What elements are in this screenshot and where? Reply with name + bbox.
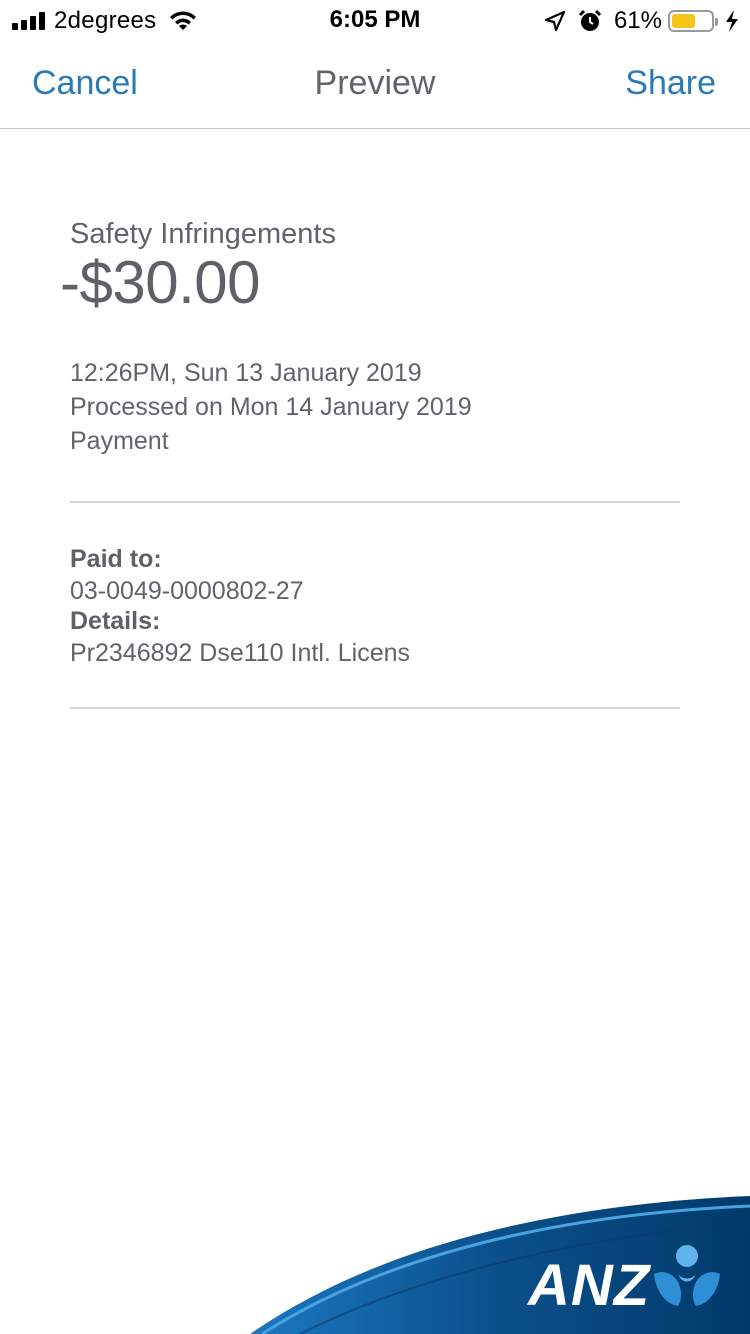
anz-logo-icon	[652, 1244, 722, 1308]
battery-percent: 61%	[613, 7, 662, 34]
battery-cap	[715, 18, 718, 26]
anz-logo-text: ANZ	[528, 1253, 651, 1318]
divider	[70, 707, 680, 709]
paid-to-label: Paid to:	[70, 545, 162, 573]
payee-name: Safety Infringements	[70, 218, 336, 250]
status-right	[544, 7, 740, 35]
divider	[70, 501, 680, 503]
details-value: Pr2346892 Dse110 Intl. Licens	[70, 639, 411, 667]
battery-icon	[668, 10, 714, 32]
battery-fill	[672, 14, 695, 28]
processed-date: Processed on Mon 14 January 2019	[70, 393, 472, 421]
transaction-datetime: 12:26PM, Sun 13 January 2019	[70, 359, 422, 387]
carrier-name: 2degrees	[54, 7, 157, 34]
alarm-icon	[576, 9, 604, 33]
charging-icon	[724, 9, 740, 33]
cancel-button[interactable]: Cancel	[32, 64, 138, 102]
paid-to-account: 03-0049-0000802-27	[70, 577, 304, 605]
location-icon	[544, 10, 566, 32]
status-time: 6:05 PM	[329, 6, 421, 33]
status-bar	[0, 0, 750, 40]
share-button[interactable]: Share	[625, 64, 716, 102]
page-title: Preview	[314, 64, 436, 102]
transaction-amount: -$30.00	[60, 249, 260, 316]
transaction-type: Payment	[70, 427, 169, 455]
nav-bar	[0, 40, 750, 129]
details-label: Details:	[70, 607, 161, 635]
